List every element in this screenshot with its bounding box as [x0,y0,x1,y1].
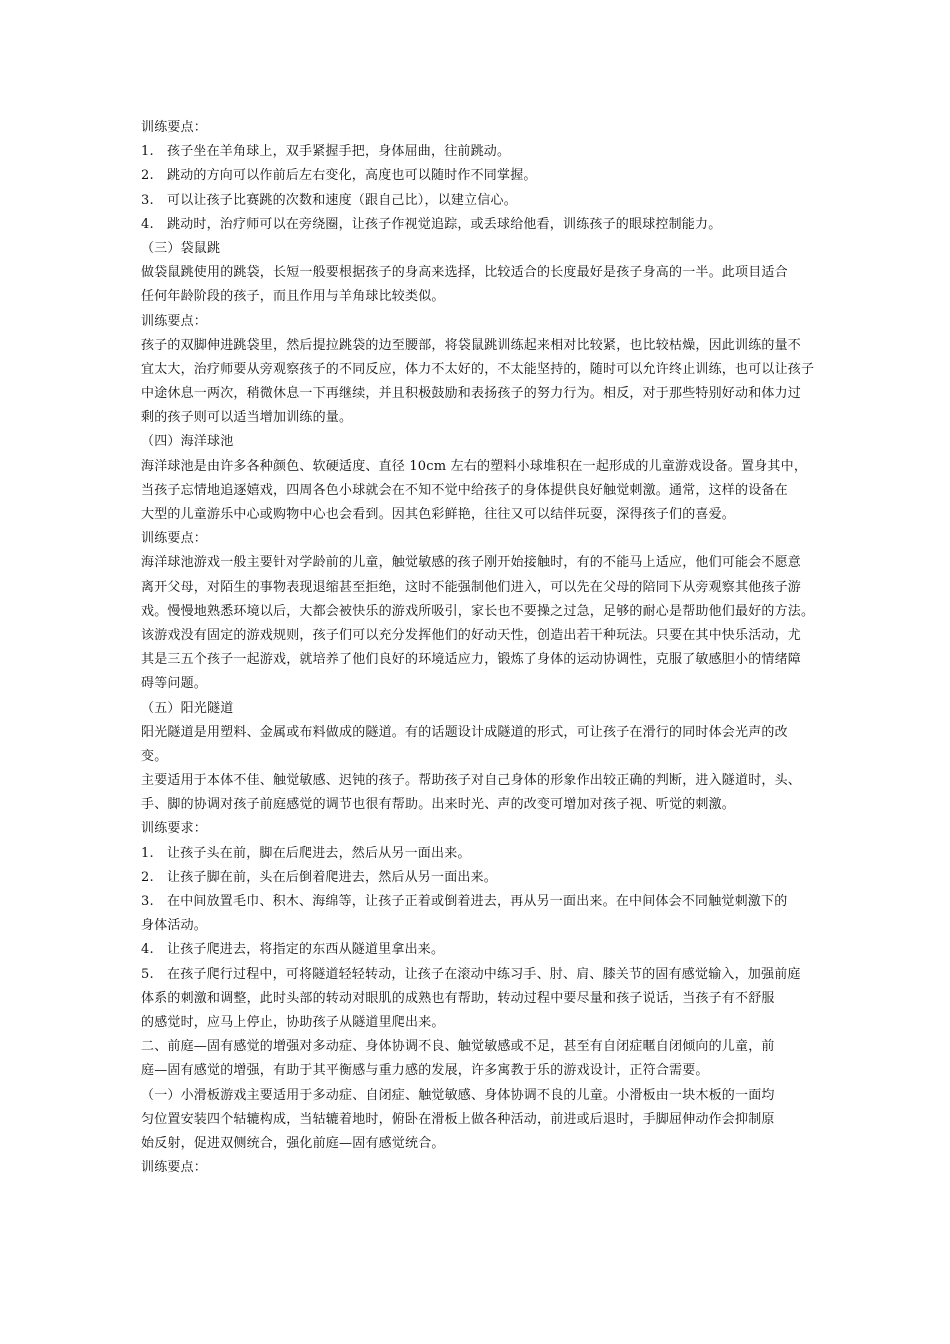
text-line: 训练要点： [141,531,208,547]
text-line: 当孩子忘情地追逐嬉戏，四周各色小球就会在不知不觉中给孩子的身体提供良好触觉刺激。通常，这样的设备在 [141,482,788,498]
text-line: （三）袋鼠跳 [141,240,221,256]
list-item-text: 孩子坐在羊角球上，双手紧握手把，身体屈曲，往前跳动。 [167,144,511,160]
numbered-list-item [141,890,825,914]
text-line: （四）海洋球池 [141,434,234,450]
text-line: 变。 [141,748,168,764]
list-number: 5. [141,966,154,982]
text-line: 碍等问题。 [141,676,208,692]
text-line: 二、前庭—固有感觉的增强对多动症、身体协调不良、触觉敏感或不足，甚至有自闭症暱自闭倾向的儿童，前 [141,1039,775,1055]
list-number: 4. [141,942,154,958]
text-line: 训练要求： [141,821,208,837]
numbered-list-item [141,189,825,213]
text-line: （一）小滑板游戏主要适用于多动症、自闭症、触觉敏感、身体协调不良的儿童。小滑板由一块木板的一面均 [141,1087,775,1103]
text-line: 主要适用于本体不佳、触觉敏感、迟钝的孩子。帮助孩子对自己身体的形象作出较正确的判断，进入隧道时，头、 [141,773,802,789]
numbered-list-item [141,938,825,962]
list-number: 2. [141,869,154,885]
list-item-text: 可以让孩子比赛跳的次数和速度（跟自己比），以建立信心。 [167,192,517,208]
numbered-list-item [141,866,825,890]
text-line: 训练要点： [141,313,208,329]
text-line: 离开父母，对陌生的事物表现退缩甚至拒绝，这时不能强制他们进入，可以先在父母的陪同下从旁观察其他孩子游 [141,579,802,595]
text-line: 手、脚的协调对孩子前庭感觉的调节也很有帮助。出来时光、声的改变可增加对孩子视、听觉的刺激。 [141,797,736,813]
text-line: 庭—固有感觉的增强，有助于其平衡感与重力感的发展，许多寓教于乐的游戏设计，正符合需要。 [141,1063,709,1079]
text-line: 宜太大，治疗师要从旁观察孩子的不同反应，体力不太好的，不太能坚持的，随时可以允许终止训练，也可以让孩子 [141,361,815,377]
text-line: 海洋球池是由许多各种颜色、软硬适度、直径 10cm 左右的塑料小球堆积在一起形成的儿童游戏设备。置身其中， [141,458,808,474]
list-item-text: 让孩子爬进去，将指定的东西从隧道里拿出来。 [167,942,445,958]
list-item-text: 在中间放置毛巾、积木、海绵等，让孩子正着或倒着进去，再从另一面出来。在中间体会不同触觉刺激下的 [167,894,788,909]
text-line: 的感觉时，应马上停止，协助孩子从隧道里爬出来。 [141,1014,445,1030]
text-line: 其是三五个孩子一起游戏，就培养了他们良好的环境适应力，锻炼了身体的运动协调性，克服了敏感胆小的情绪障 [141,652,802,668]
text-line: 体系的刺激和调整，此时头部的转动对眼肌的成熟也有帮助，转动过程中要尽量和孩子说话，当孩子有不舒服 [141,990,775,1006]
list-item-text: 让孩子脚在前，头在后倒着爬进去，然后从另一面出来。 [167,869,498,885]
list-number: 3. [141,192,154,208]
list-number: 1. [141,144,154,160]
list-number: 2. [141,168,154,184]
text-line: 该游戏没有固定的游戏规则，孩子们可以充分发挥他们的好动天性，创造出若干种玩法。只要在其中快乐活动，尤 [141,627,802,643]
text-line: 训练要点： [141,1160,208,1176]
text-line: 身体活动。 [141,918,208,934]
text-line: 剩的孩子则可以适当增加训练的量。 [141,410,353,426]
numbered-list-item [141,963,825,987]
text-line: 大型的儿童游乐中心或购物中心也会看到。因其色彩鲜艳，往往又可以结伴玩耍，深得孩子们的喜爱。 [141,507,736,522]
list-number: 3. [141,894,154,909]
list-number: 4. [141,216,154,232]
text-line: （五）阳光隧道 [141,700,234,716]
list-item-text: 跳动时，治疗师可以在旁绕圈，让孩子作视觉追踪，或丢球给他看，训练孩子的眼球控制能力。 [167,216,722,232]
numbered-list-item [141,164,825,188]
text-line: 做袋鼠跳使用的跳袋，长短一般要根据孩子的身高来选择，比较适合的长度最好是孩子身高的一半。此项目适合 [141,265,788,281]
document-page [141,116,825,1180]
text-line: 海洋球池游戏一般主要针对学龄前的儿童，触觉敏感的孩子刚开始接触时，有的不能马上适应，他们可能会不愿意 [141,555,802,571]
text-line: 始反射，促进双侧统合，强化前庭—固有感觉统合。 [141,1135,445,1151]
text-line: 阳光隧道是用塑料、金属或布料做成的隧道。有的话题设计成隧道的形式，可让孩子在滑行的同时体会光声的改 [141,724,788,740]
text-line: 任何年龄阶段的孩子，而且作用与羊角球比较类似。 [141,289,445,305]
list-item-text: 跳动的方向可以作前后左右变化，高度也可以随时作不同掌握。 [167,168,537,184]
numbered-list-item [141,140,825,164]
list-number: 1. [141,845,154,861]
text-line: 孩子的双脚伸进跳袋里，然后提拉跳袋的边至腰部，将袋鼠跳训练起来相对比较紧，也比较枯燥，因此训练的量不 [141,337,802,353]
numbered-list-item [141,842,825,866]
text-line: 匀位置安装四个轱辘构成，当轱辘着地时，俯卧在滑板上做各种活动，前进或后退时，手脚屈伸动作会抑制原 [141,1111,775,1127]
text-line: 中途休息一两次，稍微休息一下再继续，并且积极鼓励和表扬孩子的努力行为。相反，对于那些特别好动和体力过 [141,386,802,402]
numbered-list-item [141,213,825,237]
text-line: 训练要点： [141,120,208,135]
list-item-text: 让孩子头在前，脚在后爬进去，然后从另一面出来。 [167,845,471,861]
text-line: 戏。慢慢地熟悉环境以后，大都会被快乐的游戏所吸引，家长也不要操之过急，足够的耐心是帮助他们最好的方法。 [141,603,815,619]
list-item-text: 在孩子爬行过程中，可将隧道轻轻转动，让孩子在滚动中练习手、肘、肩、膝关节的固有感觉输入，加强前庭 [167,966,801,982]
